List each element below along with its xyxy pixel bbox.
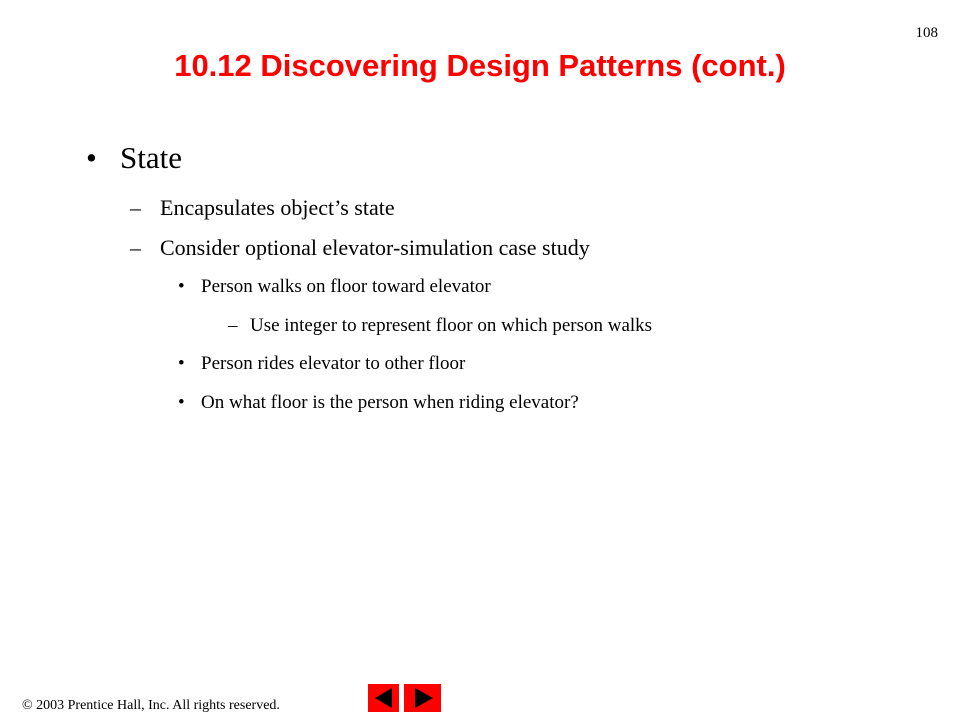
page-number: 108 xyxy=(915,25,938,41)
small-bullet-symbol: • xyxy=(178,392,185,413)
item-what-floor: On what floor is the person when riding elevator? xyxy=(201,392,579,413)
item-person-walks: Person walks on floor toward elevator xyxy=(201,276,491,297)
previous-slide-button[interactable] xyxy=(368,684,399,712)
dash-symbol: – xyxy=(130,235,141,260)
dash-symbol: – xyxy=(130,195,141,220)
subitem-use-integer: Use integer to represent floor on which person walks xyxy=(250,315,653,336)
subpoint-case-study: Consider optional elevator-simulation case study xyxy=(160,235,590,260)
left-triangle-arrow-icon xyxy=(368,684,399,712)
copyright-notice: © 2003 Prentice Hall, Inc. All rights reserved. xyxy=(22,698,280,713)
subpoint-encapsulates: Encapsulates object’s state xyxy=(160,195,395,220)
right-triangle-arrow-icon xyxy=(404,684,441,712)
item-person-rides: Person rides elevator to other floor xyxy=(201,353,466,374)
small-bullet-symbol: • xyxy=(178,276,185,297)
next-slide-button[interactable] xyxy=(404,684,441,712)
small-bullet-symbol: • xyxy=(178,353,185,374)
slide-title: 10.12 Discovering Design Patterns (cont.) xyxy=(174,48,786,83)
bullet-state: State xyxy=(120,140,182,175)
bullet-symbol: • xyxy=(86,140,97,175)
dash-symbol: – xyxy=(228,315,238,336)
